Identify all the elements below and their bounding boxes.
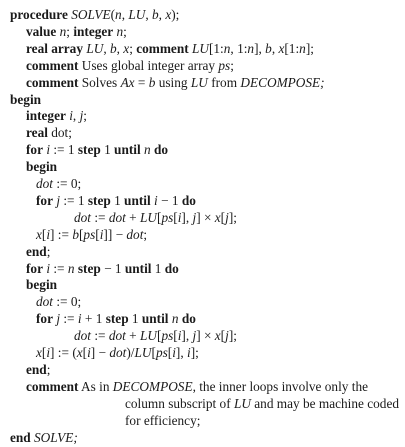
code-text: ]; bbox=[305, 40, 314, 56]
code-text: := 0; bbox=[53, 294, 82, 310]
keyword: value bbox=[26, 23, 57, 39]
keyword: for bbox=[26, 260, 43, 276]
keyword: comment bbox=[26, 57, 79, 73]
keyword: comment bbox=[26, 74, 79, 90]
identifier: j bbox=[56, 192, 61, 208]
code-text: [ bbox=[82, 345, 88, 360]
code-text: , bbox=[121, 7, 129, 22]
identifier: x bbox=[278, 40, 285, 56]
identifier: j bbox=[225, 328, 229, 344]
identifier: ps bbox=[83, 226, 96, 242]
code-text: [1: bbox=[284, 40, 300, 56]
keyword: integer bbox=[26, 108, 66, 124]
keyword: until bbox=[141, 311, 169, 327]
keyword: step bbox=[87, 192, 111, 208]
identifier: b bbox=[265, 40, 272, 56]
code-text: [ bbox=[220, 328, 226, 344]
identifier: i bbox=[46, 142, 51, 158]
identifier: dot bbox=[36, 176, 53, 191]
code-text: ] := ( bbox=[50, 345, 77, 360]
code-line bbox=[26, 40, 314, 57]
code-text: + bbox=[125, 328, 140, 344]
code-line bbox=[26, 361, 50, 378]
keyword: begin bbox=[26, 159, 58, 175]
identifier: n bbox=[299, 40, 306, 56]
code-text: [ bbox=[173, 209, 178, 225]
code-text: := bbox=[50, 260, 68, 276]
code-line bbox=[125, 412, 200, 429]
identifier: n bbox=[59, 23, 67, 39]
identifier: ps bbox=[161, 209, 174, 225]
code-line bbox=[26, 107, 87, 124]
identifier: x bbox=[36, 345, 42, 360]
identifier: LU bbox=[134, 345, 152, 360]
keyword: real array bbox=[26, 40, 83, 56]
keyword: comment bbox=[26, 378, 79, 394]
code-text: ]; bbox=[228, 328, 237, 344]
identifier: LU bbox=[140, 328, 157, 344]
identifier: i bbox=[69, 108, 73, 124]
code-text: ] − bbox=[90, 345, 110, 360]
code-text: ; bbox=[143, 226, 148, 242]
keyword: step bbox=[77, 142, 101, 158]
identifier: DECOMPOSE; bbox=[240, 74, 325, 90]
code-text: [ bbox=[173, 328, 178, 344]
code-line bbox=[26, 124, 72, 141]
code-text: − 1 bbox=[100, 260, 125, 276]
code-text: and may be machine coded bbox=[250, 395, 400, 411]
code-text: ], bbox=[175, 345, 187, 360]
keyword: until bbox=[114, 142, 141, 158]
identifier: j bbox=[56, 311, 61, 327]
code-text: := 1 bbox=[50, 142, 78, 158]
code-line bbox=[26, 23, 127, 40]
keyword: end bbox=[26, 361, 47, 377]
code-line bbox=[26, 74, 325, 91]
identifier: b bbox=[109, 40, 117, 56]
code-text: , bbox=[271, 40, 279, 56]
code-text: , 1: bbox=[230, 40, 248, 56]
identifier: i bbox=[153, 192, 158, 208]
code-line bbox=[10, 429, 78, 446]
code-text: column subscript of bbox=[125, 395, 234, 411]
code-text: ] := bbox=[50, 226, 73, 242]
identifier: n bbox=[247, 40, 255, 56]
code-text: + 1 bbox=[81, 311, 106, 327]
identifier: i bbox=[87, 345, 91, 360]
identifier: x bbox=[214, 328, 221, 344]
code-text: , bbox=[145, 7, 153, 22]
code-text: 1 bbox=[100, 142, 115, 158]
identifier: SOLVE; bbox=[34, 429, 78, 445]
code-text: := bbox=[91, 328, 109, 344]
code-line bbox=[10, 91, 41, 108]
code-line bbox=[26, 158, 57, 175]
code-text: [ bbox=[95, 226, 100, 242]
code-text: , bbox=[103, 40, 110, 56]
code-line bbox=[26, 57, 234, 74]
code-text: [ bbox=[78, 226, 84, 242]
code-text: ; bbox=[46, 361, 51, 377]
code-text: ; bbox=[83, 108, 87, 124]
identifier: ps bbox=[161, 328, 174, 344]
code-text: ] × bbox=[196, 328, 215, 344]
code-line bbox=[36, 310, 196, 327]
keyword: step bbox=[105, 311, 129, 327]
code-text: + bbox=[125, 209, 140, 225]
code-text: , the inner loops involve only the bbox=[192, 378, 368, 394]
identifier: n bbox=[143, 142, 151, 158]
code-text: ; bbox=[129, 40, 137, 56]
code-line bbox=[74, 327, 237, 344]
identifier: j bbox=[225, 209, 229, 225]
code-text: 1 bbox=[151, 260, 165, 276]
keyword: step bbox=[77, 260, 101, 276]
code-text: ; bbox=[123, 23, 127, 39]
code-text: from bbox=[207, 74, 241, 90]
code-text: using bbox=[155, 74, 191, 90]
code-line bbox=[26, 141, 168, 158]
keyword: for bbox=[36, 192, 53, 208]
identifier: dot bbox=[109, 345, 127, 360]
keyword: begin bbox=[26, 277, 58, 293]
identifier: DECOMPOSE bbox=[112, 378, 193, 394]
code-text: := 1 bbox=[60, 192, 88, 208]
code-text: ( bbox=[110, 7, 116, 22]
identifier: x bbox=[36, 226, 42, 242]
keyword: comment bbox=[136, 40, 189, 56]
identifier: x bbox=[214, 209, 221, 225]
identifier: i bbox=[46, 345, 51, 360]
identifier: i bbox=[46, 226, 51, 242]
identifier: LU bbox=[233, 395, 251, 411]
identifier: i bbox=[177, 209, 182, 225]
identifier: dot bbox=[74, 328, 91, 344]
code-text: ] × bbox=[196, 209, 215, 225]
identifier: n bbox=[116, 23, 124, 39]
identifier: LU bbox=[128, 7, 146, 22]
code-text: Solves bbox=[78, 74, 121, 90]
code-text: , bbox=[158, 7, 166, 22]
code-line bbox=[10, 6, 179, 23]
identifier: i bbox=[46, 260, 51, 276]
code-text: , bbox=[116, 40, 124, 56]
identifier: LU bbox=[86, 40, 104, 56]
identifier: j bbox=[192, 209, 197, 225]
code-line bbox=[26, 378, 368, 395]
keyword: until bbox=[124, 192, 151, 208]
code-text: ; bbox=[230, 57, 234, 73]
code-text: [ bbox=[167, 345, 173, 360]
code-line bbox=[36, 192, 196, 209]
code-text: dot; bbox=[47, 125, 72, 141]
identifier: x bbox=[76, 345, 83, 360]
identifier: ps bbox=[155, 345, 168, 360]
keyword: do bbox=[181, 192, 196, 208]
identifier: SOLVE bbox=[71, 7, 111, 22]
code-line bbox=[36, 344, 199, 361]
code-line bbox=[36, 175, 81, 192]
identifier: n bbox=[171, 311, 179, 327]
code-text: [ bbox=[157, 328, 162, 344]
code-text: [ bbox=[41, 226, 47, 242]
identifier: n bbox=[223, 40, 231, 56]
identifier: LU bbox=[140, 209, 157, 225]
code-text: := bbox=[60, 311, 78, 327]
code-text: [ bbox=[157, 209, 162, 225]
identifier: i bbox=[177, 328, 182, 344]
keyword: real bbox=[26, 125, 48, 141]
code-text: − 1 bbox=[157, 192, 182, 208]
identifier: LU bbox=[191, 40, 209, 56]
keyword: do bbox=[153, 142, 169, 158]
identifier: Ax bbox=[120, 74, 135, 90]
identifier: x bbox=[123, 40, 130, 56]
keyword: integer bbox=[73, 23, 114, 39]
identifier: x bbox=[165, 7, 172, 22]
identifier: ps bbox=[218, 57, 231, 73]
code-text: = bbox=[134, 74, 149, 90]
identifier: j bbox=[192, 328, 197, 344]
identifier: j bbox=[79, 108, 84, 124]
keyword: until bbox=[124, 260, 152, 276]
code-text: 1 bbox=[128, 311, 142, 327]
code-text: [ bbox=[151, 345, 156, 360]
keyword: do bbox=[181, 311, 196, 327]
identifier: dot bbox=[36, 294, 53, 310]
code-line bbox=[26, 243, 50, 260]
code-text: , bbox=[72, 108, 80, 124]
identifier: LU bbox=[190, 74, 208, 90]
identifier: b bbox=[152, 7, 159, 22]
code-line bbox=[36, 293, 81, 310]
code-text: [1: bbox=[208, 40, 224, 56]
code-text: ]] − bbox=[103, 226, 127, 242]
identifier: i bbox=[99, 226, 104, 242]
keyword: do bbox=[164, 260, 179, 276]
code-line bbox=[26, 260, 179, 277]
code-text: ], bbox=[254, 40, 266, 56]
identifier: dot bbox=[108, 328, 126, 344]
code-text: As in bbox=[78, 378, 113, 394]
identifier: n bbox=[67, 260, 75, 276]
code-line bbox=[36, 226, 147, 243]
identifier: b bbox=[72, 226, 79, 242]
identifier: n bbox=[115, 7, 122, 22]
identifier: i bbox=[186, 345, 191, 360]
identifier: i bbox=[77, 311, 82, 327]
code-text: for efficiency; bbox=[125, 412, 201, 428]
code-text: ], bbox=[181, 209, 193, 225]
code-text: ; bbox=[46, 243, 51, 259]
code-text: 1 bbox=[110, 192, 125, 208]
code-text: [ bbox=[41, 345, 47, 360]
code-line bbox=[26, 276, 57, 293]
code-text: Uses global integer array bbox=[78, 57, 219, 73]
code-text: ; bbox=[66, 23, 74, 39]
identifier: dot bbox=[108, 209, 126, 225]
code-text: := 0; bbox=[53, 176, 82, 191]
identifier: i bbox=[172, 345, 176, 360]
keyword: for bbox=[36, 311, 53, 327]
code-text: ); bbox=[171, 7, 180, 22]
code-text: [ bbox=[220, 209, 226, 225]
identifier: dot bbox=[74, 209, 91, 225]
code-text: := bbox=[91, 209, 109, 225]
identifier: b bbox=[148, 74, 156, 90]
keyword: procedure bbox=[10, 7, 68, 22]
keyword: end bbox=[10, 429, 31, 445]
code-line bbox=[74, 209, 237, 226]
keyword: begin bbox=[10, 91, 42, 107]
code-text: ], bbox=[181, 328, 193, 344]
keyword: end bbox=[26, 243, 47, 259]
code-text: ]; bbox=[228, 209, 237, 225]
keyword: for bbox=[26, 142, 43, 158]
code-text: ]; bbox=[190, 345, 199, 360]
identifier: dot bbox=[126, 226, 144, 242]
code-line bbox=[125, 395, 399, 412]
code-text: )/ bbox=[126, 345, 135, 360]
